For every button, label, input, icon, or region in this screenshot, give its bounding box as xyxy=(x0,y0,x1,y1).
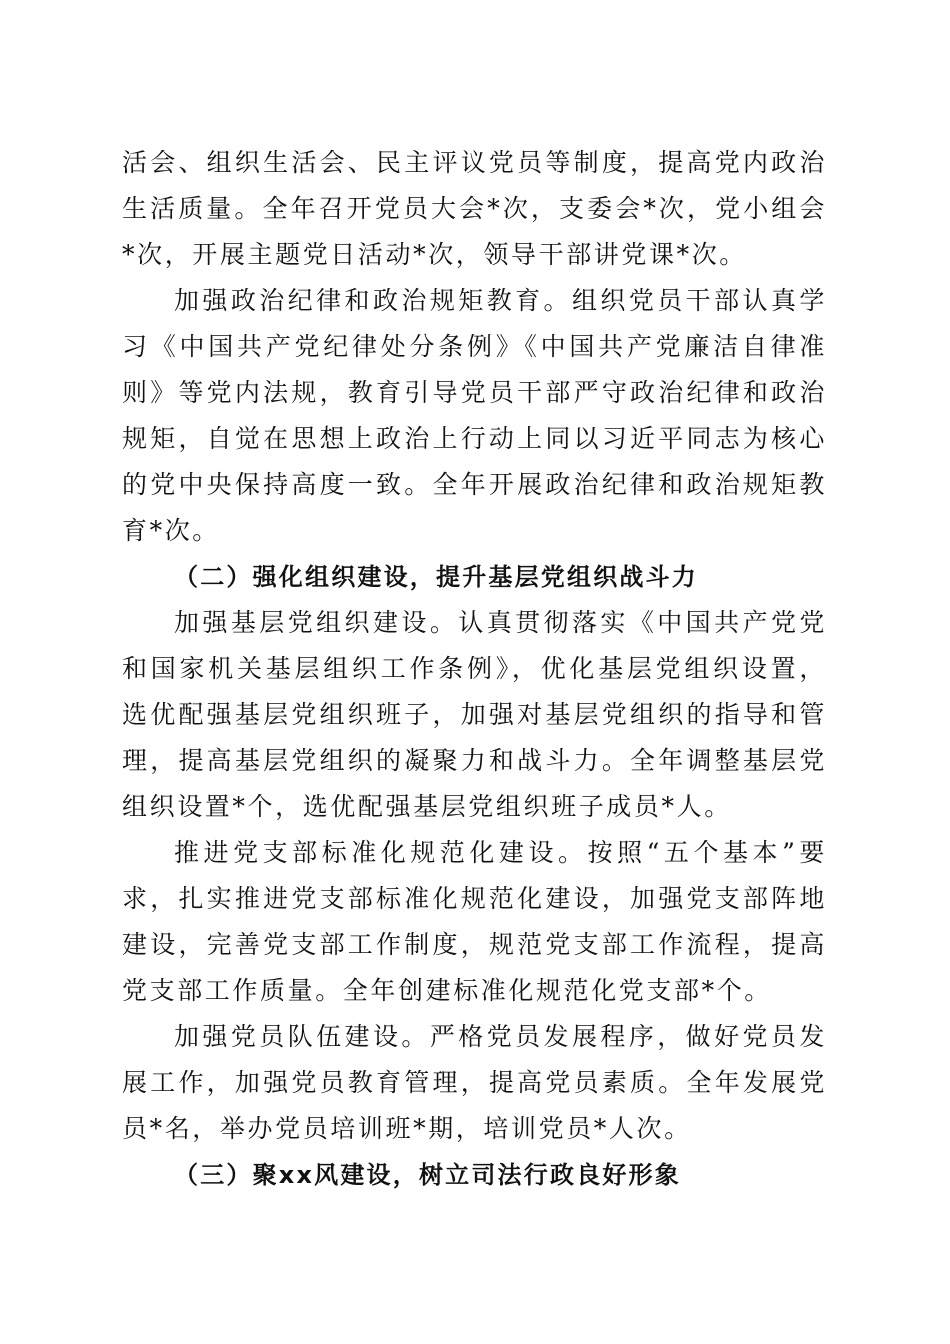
paragraph-branch-standardization: 推进党支部标准化规范化建设。按照“五个基本”要求，扎实推进党支部标准化规范化建设，加强党支部阵地建设，完善党支部工作制度，规范党支部工作流程，提高党支部工作质量。全年创建标准化规范化党支部*个。 xyxy=(122,838,827,1005)
paragraph-party-life-meetings: 活会、组织生活会、民主评议党员等制度，提高党内政治生活质量。全年召开党员大会*次，支委会*次，党小组会*次，开展主题党日活动*次，领导干部讲党课*次。 xyxy=(122,148,827,269)
paragraph-member-team-building: 加强党员队伍建设。严格党员发展程序，做好党员发展工作，加强党员教育管理，提高党员素质。全年发展党员*名，举办党员培训班*期，培训党员*人次。 xyxy=(122,1022,827,1143)
paragraph-political-discipline-education: 加强政治纪律和政治规矩教育。组织党员干部认真学习《中国共产党纪律处分条例》《中国共产党廉洁自律准则》等党内法规，教育引导党员干部严守政治纪律和政治规矩，自觉在思想上政治上行动上同以习近平同志为核心的党中央保持高度一致。全年开展政治纪律和政治规矩教育*次。 xyxy=(122,286,827,545)
paragraph-grassroots-organization: 加强基层党组织建设。认真贯彻落实《中国共产党党和国家机关基层组织工作条例》，优化基层党组织设置，选优配强基层党组织班子，加强对基层党组织的指导和管理，提高基层党组织的凝聚力和战斗力。全年调整基层党组织设置*个，选优配强基层党组织班子成员*人。 xyxy=(122,608,827,821)
section-heading-organization-building: （二）强化组织建设，提升基层党组织战斗力 xyxy=(174,563,698,591)
section-heading-style-building: （三）聚xx风建设，树立司法行政良好形象 xyxy=(174,1161,681,1189)
document-body xyxy=(122,140,827,1198)
